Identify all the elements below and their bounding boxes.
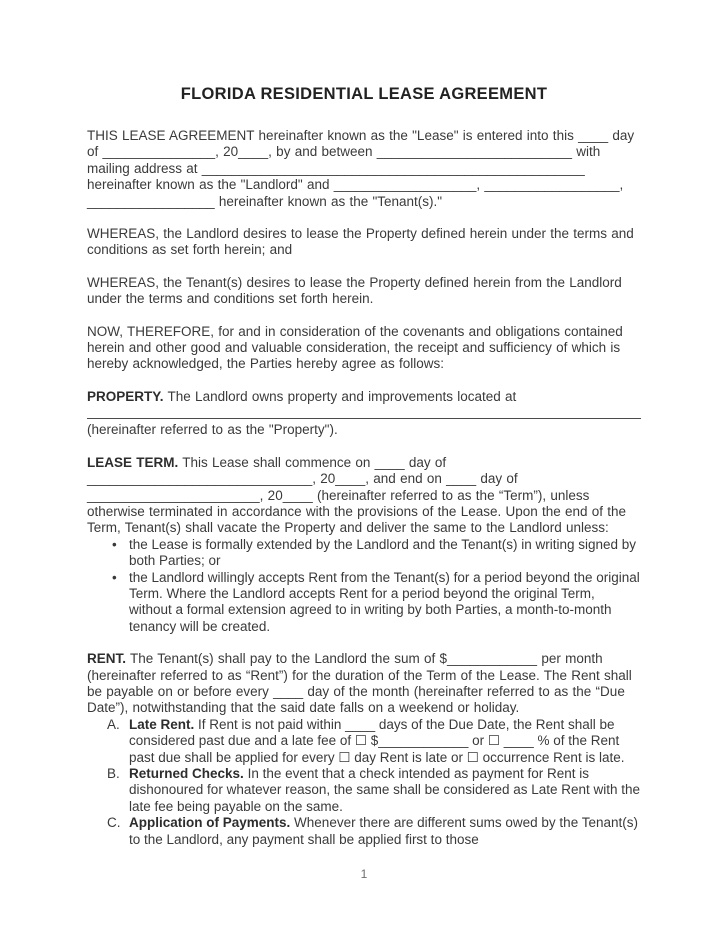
lease-term-section bbox=[87, 455, 641, 537]
lease-term-section-text: This Lease shall commence on ____ day of ______________________________, 20____, and end on ____ day of _______________________, 20____ (hereinafter referred to as the “Term”), unless otherwise terminated in accordance with the provisions of the Lease. Upon the end of the Term, Tenant(s) shall vacate the Property and deliver the same to the Landlord unless: bbox=[87, 454, 627, 536]
document-content bbox=[87, 84, 641, 848]
property-section-label: PROPERTY. bbox=[87, 388, 164, 404]
property-section-after-blank: (hereinafter referred to as the "Property"). bbox=[87, 422, 338, 438]
rent-subsection-letter: C. bbox=[107, 815, 121, 831]
whereas-landlord-paragraph: WHEREAS, the Landlord desires to lease the Property defined herein under the terms and conditions as set forth herein; and bbox=[87, 226, 634, 258]
intro-paragraph: THIS LEASE AGREEMENT hereinafter known as the "Lease" is entered into this ____ day of _______________, 20____, by and between __________________________ with mailing address at ___________________________________________________ hereinafter known as the "Landlord" and ___________________, __________________, _________________ hereinafter known as the "Tenant(s)." bbox=[87, 128, 635, 209]
rent-subsection-label: Application of Payments. bbox=[129, 815, 291, 831]
rent-subsection-application-of-payments bbox=[107, 815, 641, 848]
rent-subsection-letter: A. bbox=[107, 716, 120, 732]
rent-subsection-body bbox=[129, 717, 641, 766]
rent-subsection-text: If Rent is not paid within ____ days of the Due Date, the Rent shall be considered past due and a late fee of ☐ $____________ or ☐ ____ % of the Rent past due shall be applied for every ☐ day Rent is late or ☐ occurrence Rent is late. bbox=[129, 716, 625, 765]
rent-subsection-text: In the event that a check intended as payment for Rent is dishonoured for whatever reason, the same shall be considered as Late Rent with the late fee being payable on the same. bbox=[129, 766, 641, 814]
rent-subsection-label: Returned Checks. bbox=[129, 766, 244, 781]
lease-term-section-label: LEASE TERM. bbox=[87, 454, 179, 470]
lease-term-bullet-list bbox=[87, 537, 641, 635]
rent-subsection-body bbox=[129, 766, 641, 815]
property-section-text: The Landlord owns property and improvements located at bbox=[167, 388, 517, 404]
rent-subsection-list bbox=[87, 717, 641, 848]
rent-subsection-text: Whenever there are different sums owed by the Tenant(s) to the Landlord, any payment shall be applied first to those bbox=[129, 815, 638, 847]
lease-term-bullet-item: • the Lease is formally extended by the Landlord and the Tenant(s) in writing signed by both Parties; or bbox=[129, 537, 641, 570]
rent-section-text: The Tenant(s) shall pay to the Landlord the sum of $____________ per month (hereinafter referred to as “Rent”) for the duration of the Term of the Lease. The Rent shall be payable on or before every ____ day of the month (hereinafter referred to as the “Due Date”), notwithstanding that the said date falls on a weekend or holiday. bbox=[87, 651, 632, 716]
rent-section-label: RENT. bbox=[87, 651, 127, 667]
rent-subsection-returned-checks bbox=[107, 766, 641, 815]
document-title: FLORIDA RESIDENTIAL LEASE AGREEMENT bbox=[180, 85, 548, 103]
whereas-tenant-paragraph: WHEREAS, the Tenant(s) desires to lease the Property defined herein from the Landlord under the terms and conditions set forth herein. bbox=[87, 274, 622, 307]
property-section-heading bbox=[87, 389, 641, 405]
rent-subsection-late-rent bbox=[107, 717, 641, 766]
page-number: 1 bbox=[360, 867, 368, 881]
property-address-blank-line bbox=[87, 405, 641, 419]
rent-subsection-label: Late Rent. bbox=[129, 716, 195, 732]
lease-term-bullet-item: • the Landlord willingly accepts Rent from the Tenant(s) for a period beyond the original Term. Where the Landlord accepts Rent for a period beyond the original Term, without a formal extension agreed to in writing by both Parties, a month-to-month tenancy will be created. bbox=[129, 570, 641, 636]
now-therefore-paragraph: NOW, THEREFORE, for and in consideration of the covenants and obligations contained herein and other good and valuable consideration, the receipt and sufficiency of which is hereby acknowledged, the Parties hereby agree as follows: bbox=[87, 323, 623, 372]
rent-subsection-body bbox=[129, 815, 641, 848]
rent-section bbox=[87, 651, 641, 717]
rent-subsection-letter: B. bbox=[107, 766, 120, 781]
